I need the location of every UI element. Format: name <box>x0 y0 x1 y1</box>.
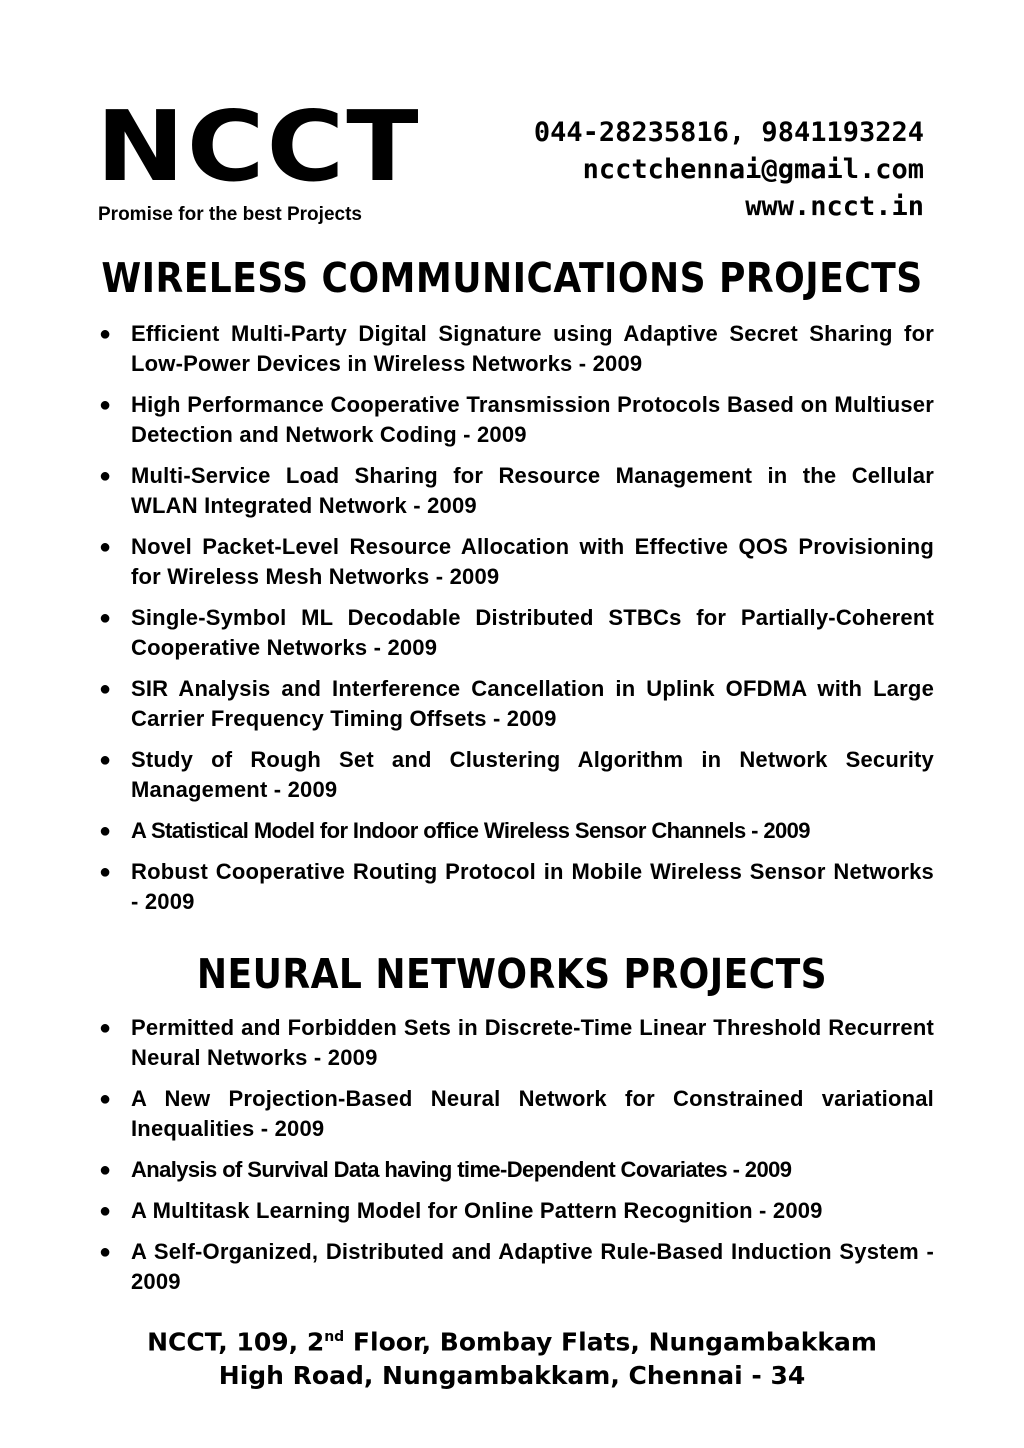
bullet-icon: ● <box>99 861 112 883</box>
list-item: ● SIR Analysis and Interference Cancellation in Uplink OFDMA with Large Carrier Frequency Timing Offsets - 2009 <box>99 676 934 731</box>
bullet-icon: ● <box>99 820 111 842</box>
address-footer <box>0 1320 1024 1393</box>
neural-project-list <box>96 1013 934 1308</box>
bullet-icon: ● <box>99 394 112 416</box>
list-item: ● Permitted and Forbidden Sets in Discrete-Time Linear Threshold Recurrent Neural Networks - 2009 <box>99 1015 934 1070</box>
bullet-icon: ● <box>99 465 112 487</box>
list-item: ● High Performance Cooperative Transmission Protocols Based on Multiuser Detection and Network Coding - 2009 <box>99 392 934 447</box>
list-item: ● Multi-Service Load Sharing for Resource Management in the Cellular WLAN Integrated Network - 2009 <box>99 463 934 518</box>
contact-block <box>534 114 924 225</box>
list-item: ● Robust Cooperative Routing Protocol in Mobile Wireless Sensor Networks - 2009 <box>99 859 934 914</box>
wireless-section-title: WIRELESS COMMUNICATIONS PROJECTS <box>101 254 923 302</box>
list-item: ● Novel Packet-Level Resource Allocation with Effective QOS Provisioning for Wireless Mesh Networks - 2009 <box>99 534 934 589</box>
bullet-icon: ● <box>99 1017 112 1039</box>
bullet-icon: ● <box>99 323 112 345</box>
tagline: Promise for the best Projects <box>98 204 362 225</box>
phone-numbers: 044-28235816, 9841193224 <box>533 117 924 148</box>
bullet-icon: ● <box>99 749 112 771</box>
bullet-icon: ● <box>99 1088 112 1110</box>
list-item: ● A Self-Organized, Distributed and Adaptive Rule-Based Induction System - 2009 <box>99 1239 934 1294</box>
address-line-2: High Road, Nungambakkam, Chennai - 34 <box>218 1361 806 1391</box>
list-item: ● Study of Rough Set and Clustering Algorithm in Network Security Management - 2009 <box>99 747 934 802</box>
wireless-project-list <box>96 319 934 928</box>
bullet-icon: ● <box>99 536 112 558</box>
bullet-icon: ● <box>99 1159 111 1181</box>
bullet-icon: ● <box>99 607 112 629</box>
bullet-icon: ● <box>99 678 112 700</box>
website-url: www.ncct.in <box>745 191 924 222</box>
email-address: ncctchennai@gmail.com <box>582 154 924 185</box>
ncct-logo: NCCT <box>96 89 421 203</box>
bullet-icon: ● <box>99 1241 112 1263</box>
bullet-icon: ● <box>99 1200 112 1222</box>
list-item: ● Single-Symbol ML Decodable Distributed STBCs for Partially-Coherent Cooperative Networks - 2009 <box>99 605 934 660</box>
address-line-1: NCCT, 109, 2nd Floor, Bombay Flats, Nungambakkam <box>147 1327 877 1357</box>
list-item: ● Efficient Multi-Party Digital Signature using Adaptive Secret Sharing for Low-Power Devices in Wireless Networks - 2009 <box>99 321 934 376</box>
list-item: ● A Multitask Learning Model for Online Pattern Recognition - 2009 <box>96 1196 934 1226</box>
list-item: ● A Statistical Model for Indoor office Wireless Sensor Channels - 2009 <box>96 816 934 846</box>
neural-section-title: NEURAL NETWORKS PROJECTS <box>196 950 828 998</box>
list-item: ● A New Projection-Based Neural Network for Constrained variational Inequalities - 2009 <box>99 1086 934 1141</box>
list-item: ● Analysis of Survival Data having time-Dependent Covariates - 2009 <box>96 1155 934 1185</box>
